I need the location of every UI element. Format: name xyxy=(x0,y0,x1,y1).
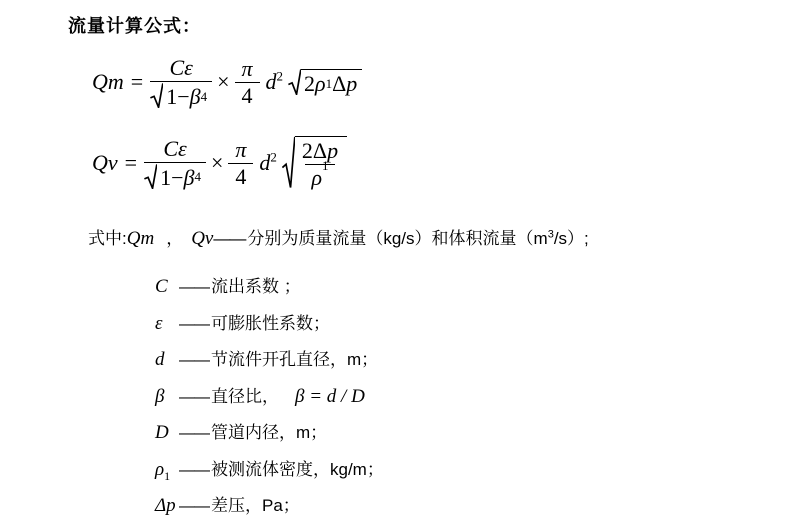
one-minus: 1− xyxy=(166,84,190,110)
volume-flow-formula xyxy=(92,136,347,189)
definition-row-epsilon xyxy=(155,309,384,346)
radicand-fraction-numerator xyxy=(298,139,342,164)
pi-over-four-fraction xyxy=(235,57,260,107)
equals-sign: = xyxy=(124,149,138,175)
delta-symbol: Δ xyxy=(332,71,347,97)
epsilon-symbol xyxy=(155,313,179,338)
definition-text: 差压，Pa； xyxy=(211,496,300,515)
rho-symbol: ρ xyxy=(315,71,326,97)
four-denominator xyxy=(228,163,253,188)
four-denominator xyxy=(235,82,260,107)
symbol-subscript: 1 xyxy=(164,468,171,483)
beta-symbol xyxy=(155,386,179,411)
radicand-fraction-denominator xyxy=(305,158,334,191)
formula2-right-sqrt xyxy=(282,136,347,189)
formula1-denominator-radicand: 1− β 4 xyxy=(166,84,208,110)
formula1-denominator-sqrt xyxy=(150,83,212,108)
rho-symbol: ρ xyxy=(311,165,323,191)
radical-sign-icon xyxy=(150,83,163,108)
formula2-denominator-radicand: 1− β 4 xyxy=(160,164,201,190)
formula2-numerator: Cε xyxy=(163,135,187,161)
rho-symbol xyxy=(155,459,179,484)
definition-row-deltap xyxy=(155,491,384,528)
definition-dash: —— xyxy=(179,498,209,515)
four: 4 xyxy=(241,83,253,109)
definition-row-rho xyxy=(155,455,384,492)
d-symbol: d xyxy=(265,69,277,95)
delta-symbol: Δ xyxy=(312,138,328,163)
legend-dash: —— xyxy=(213,229,246,248)
pi-over-four-fraction xyxy=(228,138,253,188)
one-minus: 1− xyxy=(160,164,184,190)
four: 4 xyxy=(235,163,247,189)
formula1-right-sqrt xyxy=(288,69,362,95)
definition-dash: —— xyxy=(179,279,209,296)
definition-text: 被测流体密度，kg/m； xyxy=(211,459,384,479)
radicand-fraction xyxy=(298,139,342,189)
formula2-denominator xyxy=(144,162,206,189)
d-exponent: 2 xyxy=(276,68,284,84)
pi-symbol: π xyxy=(235,136,247,162)
symbol-glyph: C xyxy=(155,276,168,297)
mass-flow-formula xyxy=(92,56,362,108)
definition-row-beta xyxy=(155,382,384,419)
beta-symbol: β xyxy=(183,164,195,190)
formula1-denominator xyxy=(150,81,212,108)
definition-row-c xyxy=(155,272,384,309)
definition-text: 管道内径，m； xyxy=(211,423,328,442)
definition-dash: —— xyxy=(179,315,209,333)
definition-dash: —— xyxy=(179,352,209,369)
dd-symbol xyxy=(155,422,179,447)
d-squared-term xyxy=(259,150,277,176)
symbol-glyph: D xyxy=(155,422,169,443)
definition-row-dd xyxy=(155,418,384,455)
symbol-glyph: d xyxy=(155,349,165,370)
pi-symbol: π xyxy=(241,56,253,81)
symbol-definitions-list xyxy=(155,272,384,528)
p-symbol: p xyxy=(346,71,358,97)
formula2-right-radicand xyxy=(295,136,347,189)
radical-sign-icon xyxy=(288,69,301,95)
c-symbol xyxy=(155,276,179,301)
formula1-lhs: Qm xyxy=(92,69,124,95)
cubed-exponent: 3 xyxy=(547,228,554,241)
p-symbol: p xyxy=(327,138,339,163)
radical-sign-icon xyxy=(282,136,295,189)
coefficient-two: 2 xyxy=(304,71,316,97)
beta-symbol: β xyxy=(189,84,201,110)
equals-sign: = xyxy=(130,69,144,95)
radical-sign-icon xyxy=(144,164,157,189)
legend-prefix: 式中: xyxy=(88,229,127,248)
legend-text: 分别为质量流量（kg/s）和体积流量（m xyxy=(247,229,548,248)
definition-text: 流出系数 ； xyxy=(211,277,301,296)
definition-text: 可膨胀性系数； xyxy=(211,313,330,333)
formula1-numerator: Cε xyxy=(169,55,193,80)
definition-text: 节流件开孔直径，m； xyxy=(211,350,379,369)
symbol-glyph: ρ xyxy=(155,458,165,480)
formula2-denominator-sqrt xyxy=(144,164,206,189)
legend-comma: ， xyxy=(166,229,184,248)
definition-dash: —— xyxy=(179,461,209,479)
legend-intro-line xyxy=(88,224,589,250)
definition-dash: —— xyxy=(179,425,209,442)
formula2-main-fraction xyxy=(144,137,206,189)
delta-p-symbol xyxy=(155,495,179,520)
multiply-sign: × xyxy=(217,69,230,95)
qv-symbol: Qv xyxy=(191,228,214,249)
definition-text: 直径比， xyxy=(211,386,279,406)
multiply-sign: × xyxy=(210,149,224,175)
legend-text-tail: /s）; xyxy=(553,229,589,248)
rho-subscript: 1 xyxy=(322,158,329,174)
d-symbol: d xyxy=(259,149,271,175)
d-symbol xyxy=(155,349,179,374)
coefficient-two: 2 xyxy=(301,138,313,163)
qm-symbol: Qm xyxy=(126,228,155,249)
d-exponent: 2 xyxy=(270,149,277,165)
formula1-main-fraction xyxy=(150,56,212,108)
formula1-right-radicand: 2 ρ 1 Δ p xyxy=(301,69,362,95)
symbol-glyph: Δp xyxy=(155,495,176,516)
definition-row-d xyxy=(155,345,384,382)
symbol-glyph: ε xyxy=(155,312,163,334)
d-squared-term xyxy=(266,69,284,95)
beta-equation: β = d / D xyxy=(295,385,365,407)
symbol-glyph: β xyxy=(155,385,165,407)
formula2-lhs: Qv xyxy=(92,149,118,175)
page-title: 流量计算公式： xyxy=(68,16,201,36)
definition-dash: —— xyxy=(179,388,209,406)
